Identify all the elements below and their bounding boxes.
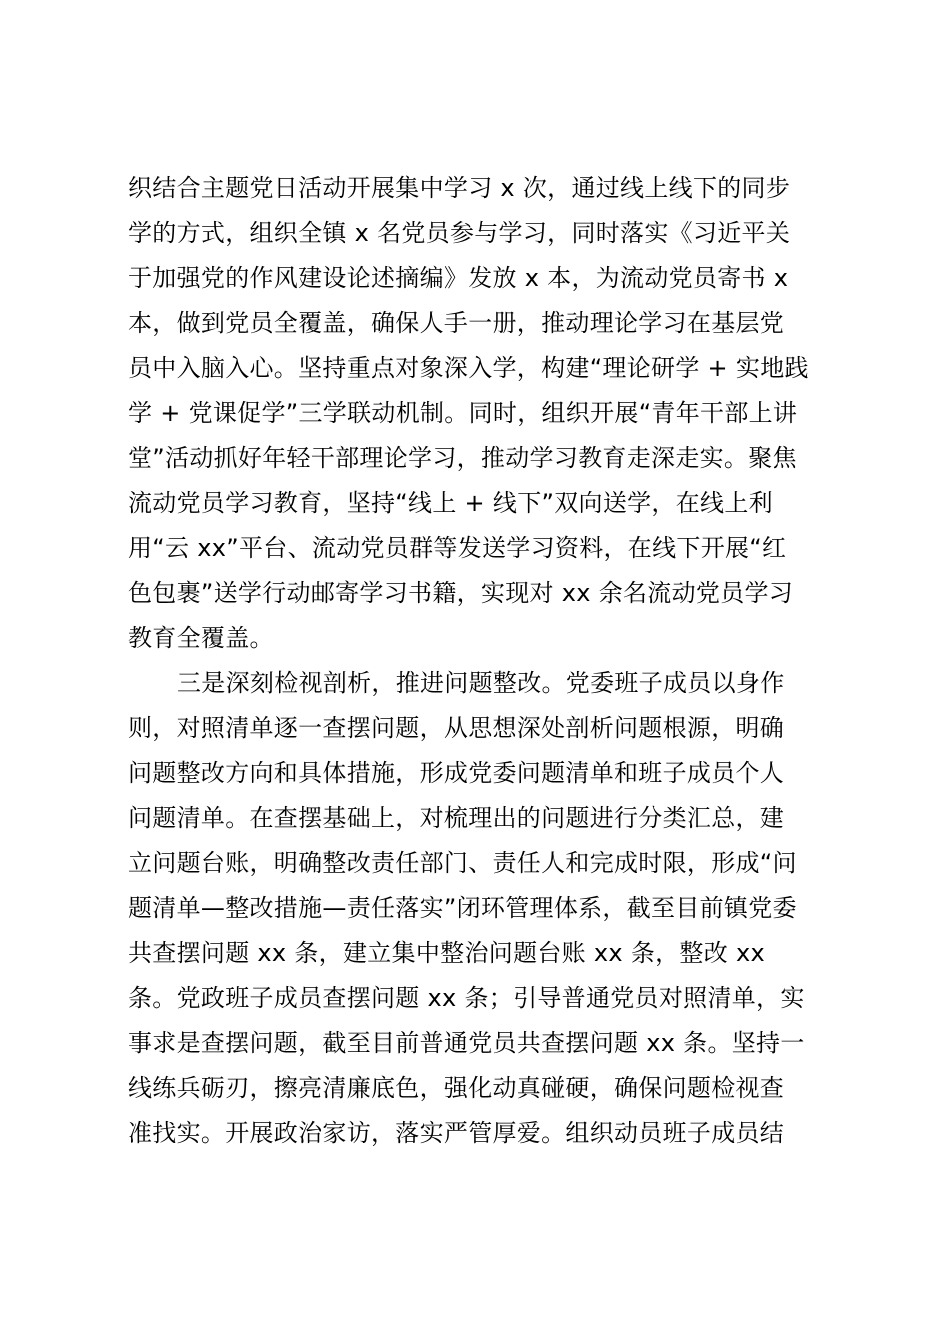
paragraph-2-line-7: 共查摆问题 xx 条，建立集中整治问题台账 xx 条，整改 xx — [128, 939, 765, 967]
paragraph-1-line-10: 色包裹”送学行动邮寄学习书籍，实现对 xx 余名流动党员学习 — [128, 579, 794, 607]
paragraph-1-line-5: 员中入脑入心。坚持重点对象深入学，构建“理论研学 + 实地践 — [128, 354, 809, 382]
paragraph-2-line-1: 三是深刻检视剖析，推进问题整改。党委班子成员以身作 — [177, 669, 785, 697]
paragraph-1-line-7: 堂”活动抓好年轻干部理论学习，推动学习教育走深走实。聚焦 — [128, 444, 797, 472]
paragraph-1-line-3: 于加强党的作风建设论述摘编》发放 x 本，为流动党员寄书 x — [128, 264, 789, 292]
paragraph-1-line-2: 学的方式，组织全镇 x 名党员参与学习，同时落实《习近平关 — [128, 219, 791, 247]
paragraph-2-line-3: 问题整改方向和具体措施，形成党委问题清单和班子成员个人 — [128, 759, 785, 787]
paragraph-1-line-11: 教育全覆盖。 — [128, 624, 274, 652]
paragraph-2-line-6: 题清单—整改措施—责任落实”闭环管理体系，截至目前镇党委 — [128, 894, 797, 922]
paragraph-1-line-9: 用“云 xx”平台、流动党员群等发送学习资料，在线下开展“红 — [128, 534, 787, 562]
paragraph-2-line-9: 事求是查摆问题，截至目前普通党员共查摆问题 xx 条。坚持一 — [128, 1029, 805, 1057]
paragraph-2-line-5: 立问题台账，明确整改责任部门、责任人和完成时限，形成“问 — [128, 849, 797, 877]
paragraph-2-line-11: 准找实。开展政治家访，落实严管厚爱。组织动员班子成员结 — [128, 1119, 785, 1147]
paragraph-2-line-10: 线练兵砺刃，擦亮清廉底色，强化动真碰硬，确保问题检视查 — [128, 1074, 785, 1102]
paragraph-1-line-4: 本，做到党员全覆盖，确保人手一册，推动理论学习在基层党 — [128, 309, 785, 337]
paragraph-2-line-2: 则，对照清单逐一查摆问题，从思想深处剖析问题根源，明确 — [128, 714, 785, 742]
paragraph-1-line-6: 学 + 党课促学”三学联动机制。同时，组织开展“青年干部上讲 — [128, 399, 798, 427]
paragraph-2 — [128, 661, 828, 1156]
paragraph-1 — [128, 166, 828, 661]
paragraph-1-line-8: 流动党员学习教育，坚持“线上 + 线下”双向送学，在线上利 — [128, 489, 773, 517]
paragraph-2-line-4: 问题清单。在查摆基础上，对梳理出的问题进行分类汇总，建 — [128, 804, 785, 832]
paragraph-1-line-1: 织结合主题党日活动开展集中学习 x 次，通过线上线下的同步 — [128, 174, 791, 202]
paragraph-2-line-8: 条。党政班子成员查摆问题 xx 条；引导普通党员对照清单，实 — [128, 984, 805, 1012]
